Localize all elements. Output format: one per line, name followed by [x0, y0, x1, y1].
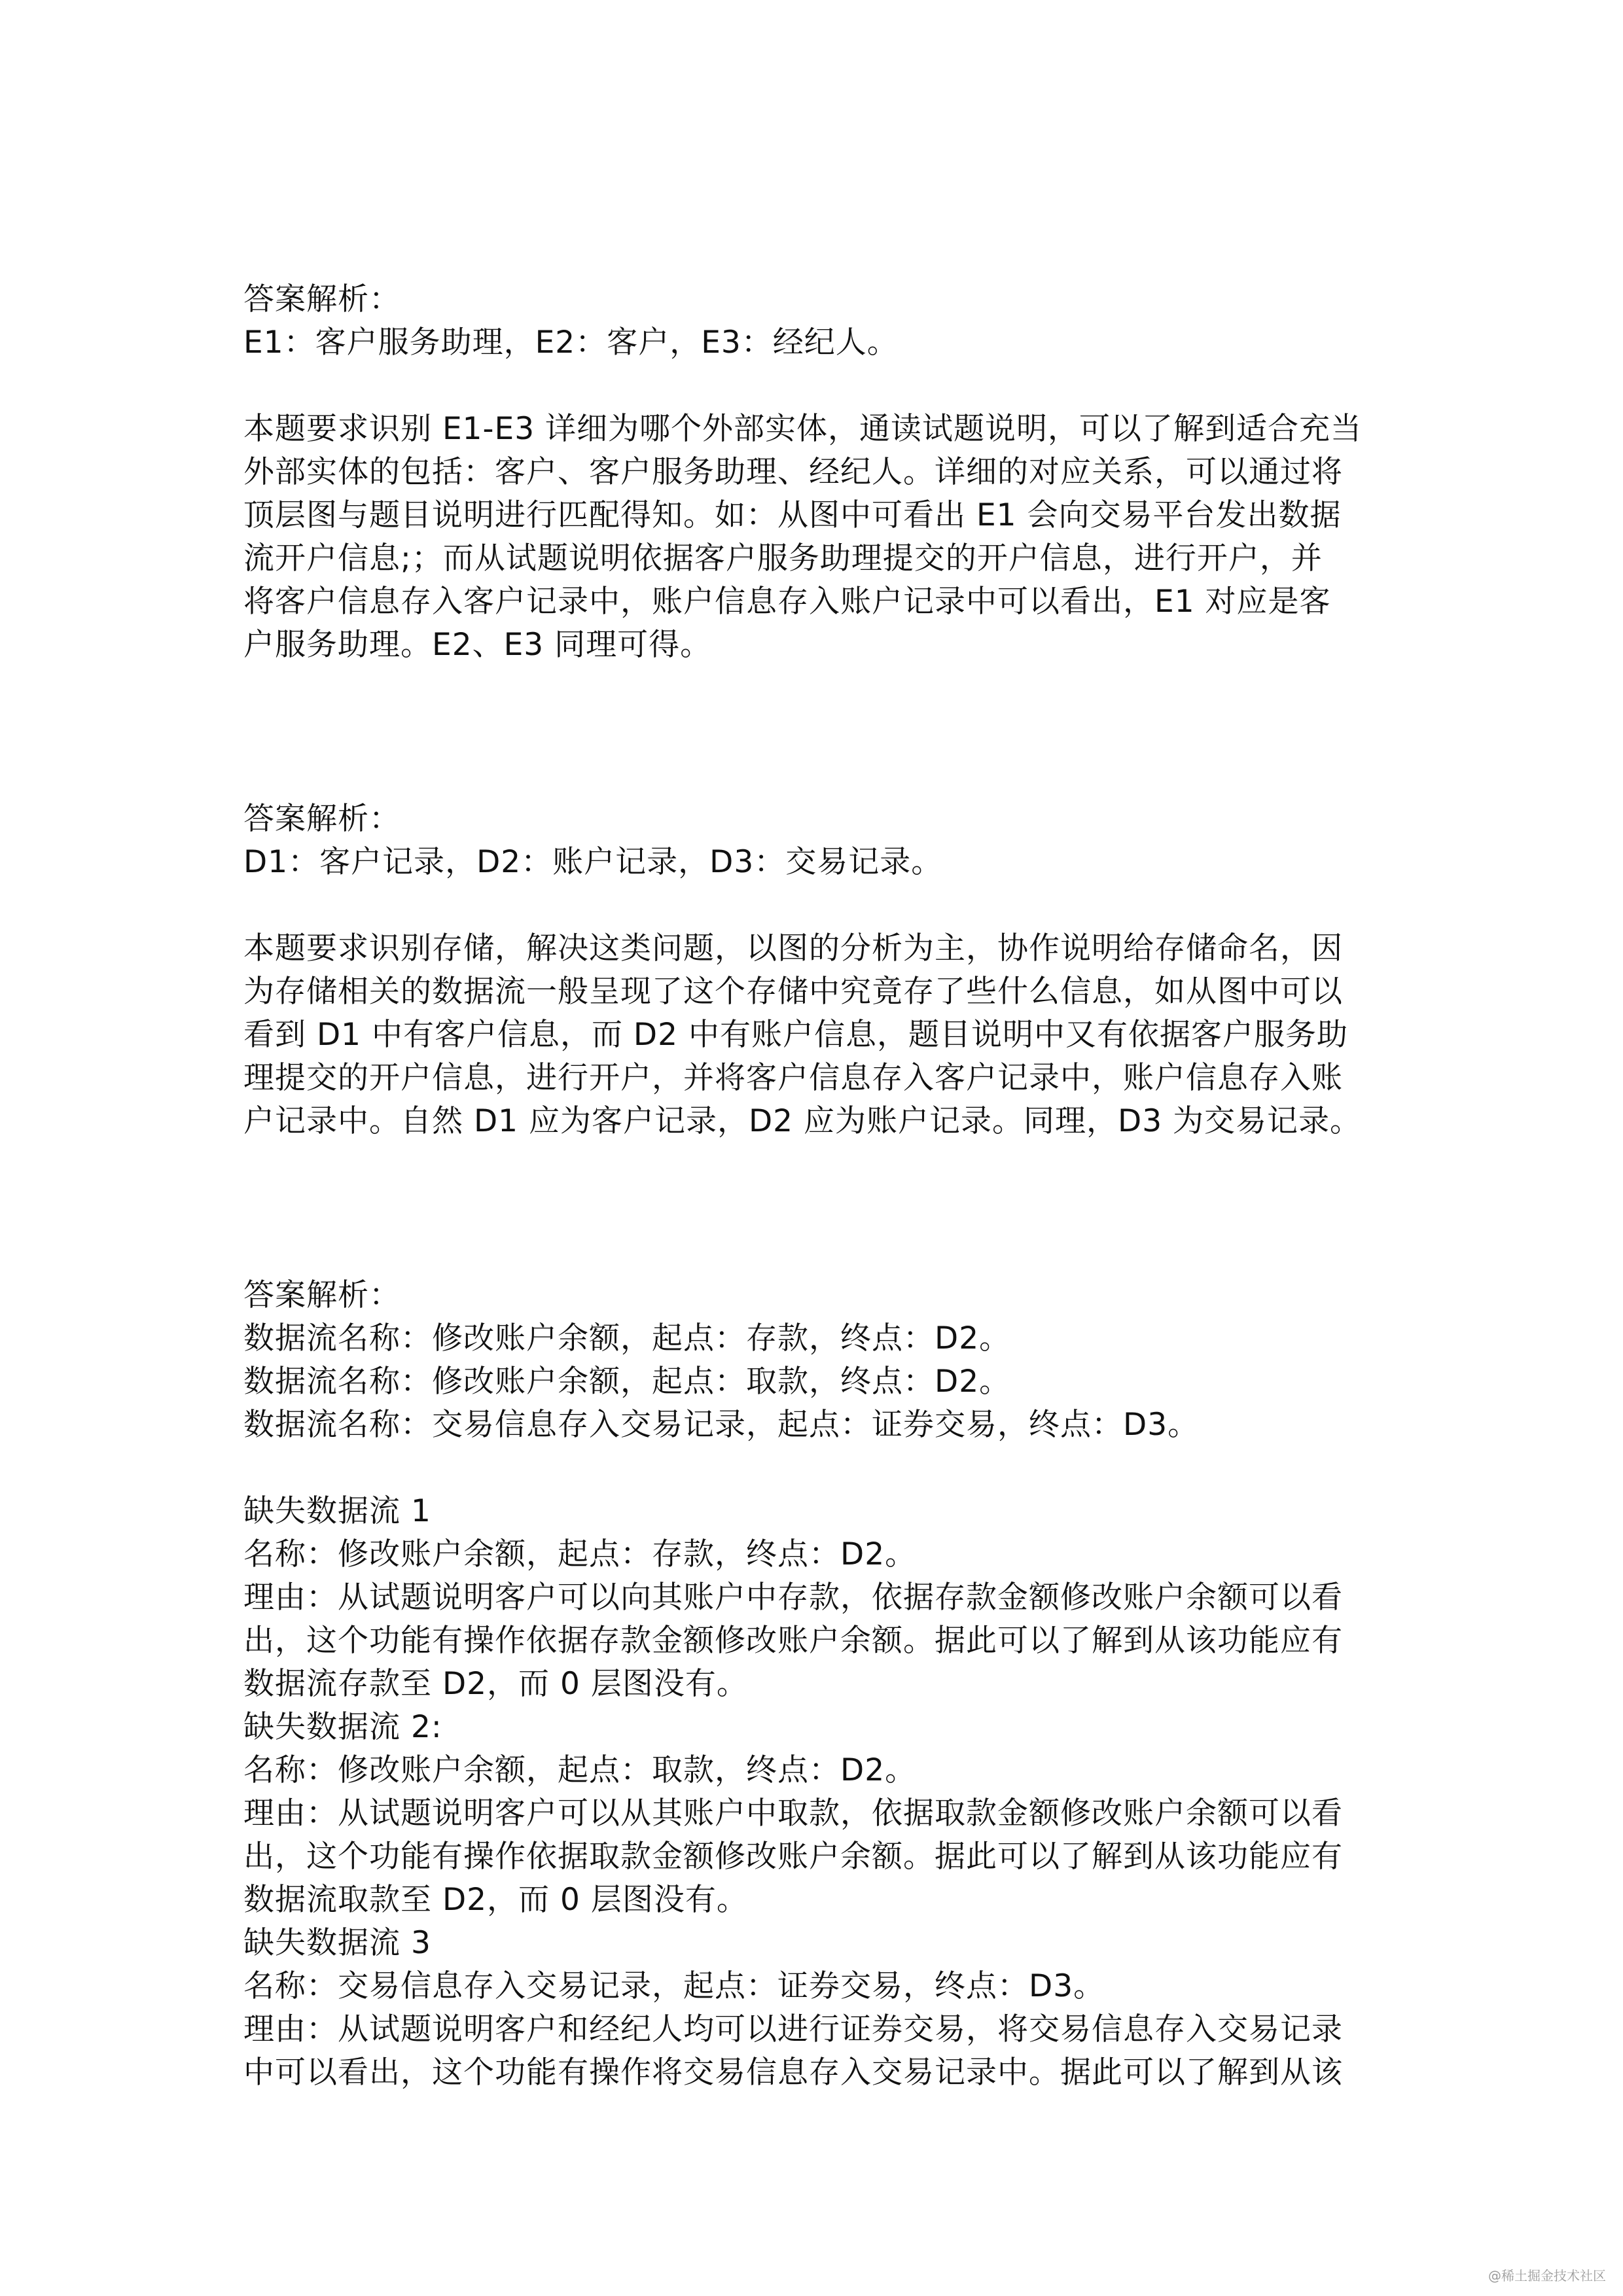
- section3-summary-line: 数据流名称：修改账户余额，起点：取款，终点：D2。: [243, 1364, 1011, 1400]
- section1-paragraph-line: 户服务助理。E2、E3 同理可得。: [243, 627, 712, 663]
- missing-flow-2-name: 名称：修改账户余额，起点：取款，终点：D2。: [243, 1752, 917, 1788]
- section2-paragraph-line: 本题要求识别存储，解决这类问题，以图的分析为主，协作说明给存储命名，因: [243, 930, 1343, 966]
- section2-paragraph-line: 户记录中。自然 D1 应为客户记录，D2 应为账户记录。同理，D3 为交易记录。: [243, 1103, 1362, 1139]
- section1-heading: 答案解析：: [243, 281, 401, 317]
- document-body: [243, 278, 1382, 2094]
- section3-summary-line: 数据流名称：交易信息存入交易记录，起点：证券交易，终点：D3。: [243, 1407, 1200, 1443]
- watermark-text: @稀土掘金技术社区: [1488, 2268, 1606, 2284]
- section1-answer: E1：客户服务助理，E2：客户，E3：经纪人。: [243, 325, 899, 361]
- missing-flow-3-reason: 理由：从试题说明客户和经纪人均可以进行证券交易，将交易信息存入交易记录: [243, 2011, 1343, 2047]
- missing-flow-1-reason: 理由：从试题说明客户可以向其账户中存款，依据存款金额修改账户余额可以看: [243, 1580, 1343, 1616]
- missing-flow-2-reason: 理由：从试题说明客户可以从其账户中取款，依据取款金额修改账户余额可以看: [243, 1795, 1343, 1831]
- missing-flow-1-reason: 数据流存款至 D2，而 0 层图没有。: [243, 1666, 748, 1702]
- missing-flow-3-name: 名称：交易信息存入交易记录，起点：证券交易，终点：D3。: [243, 1968, 1105, 2004]
- section2-answer: D1：客户记录，D2：账户记录，D3：交易记录。: [243, 844, 943, 880]
- section1-paragraph-line: 外部实体的包括：客户、客户服务助理、经纪人。详细的对应关系，可以通过将: [243, 454, 1343, 490]
- section3-summary-line: 数据流名称：修改账户余额，起点：存款，终点：D2。: [243, 1320, 1011, 1356]
- missing-flow-1-reason: 出，这个功能有操作依据存款金额修改账户余额。据此可以了解到从该功能应有: [243, 1623, 1343, 1659]
- section1-paragraph-line: 顶层图与题目说明进行匹配得知。如：从图中可看出 E1 会向交易平台发出数据: [243, 497, 1342, 533]
- section2-paragraph-line: 看到 D1 中有客户信息，而 D2 中有账户信息，题目说明中又有依据客户服务助: [243, 1017, 1348, 1053]
- missing-flow-1-name: 名称：修改账户余额，起点：存款，终点：D2。: [243, 1536, 917, 1572]
- section1-paragraph-line: 流开户信息;；而从试题说明依据客户服务助理提交的开户信息，进行开户，并: [243, 540, 1323, 576]
- section1-paragraph-line: 将客户信息存入客户记录中，账户信息存入账户记录中可以看出，E1 对应是客: [243, 584, 1331, 620]
- missing-flow-2-title: 缺失数据流 2:: [243, 1709, 442, 1745]
- missing-flow-3-title: 缺失数据流 3: [243, 1925, 431, 1961]
- section3-heading: 答案解析：: [243, 1277, 401, 1313]
- section1-paragraph-line: 本题要求识别 E1-E3 详细为哪个外部实体，通读试题说明，可以了解到适合充当: [243, 411, 1363, 447]
- section2-heading: 答案解析：: [243, 801, 401, 837]
- missing-flow-2-reason: 出，这个功能有操作依据取款金额修改账户余额。据此可以了解到从该功能应有: [243, 1839, 1343, 1875]
- missing-flow-3-reason: 中可以看出，这个功能有操作将交易信息存入交易记录中。据此可以了解到从该: [243, 2055, 1343, 2091]
- section2-paragraph-line: 为存储相关的数据流一般呈现了这个存储中究竟存了些什么信息，如从图中可以: [243, 974, 1343, 1010]
- missing-flow-1-title: 缺失数据流 1: [243, 1493, 431, 1529]
- missing-flow-2-reason: 数据流取款至 D2，而 0 层图没有。: [243, 1882, 748, 1918]
- section2-paragraph-line: 理提交的开户信息，进行开户，并将客户信息存入客户记录中，账户信息存入账: [243, 1060, 1343, 1096]
